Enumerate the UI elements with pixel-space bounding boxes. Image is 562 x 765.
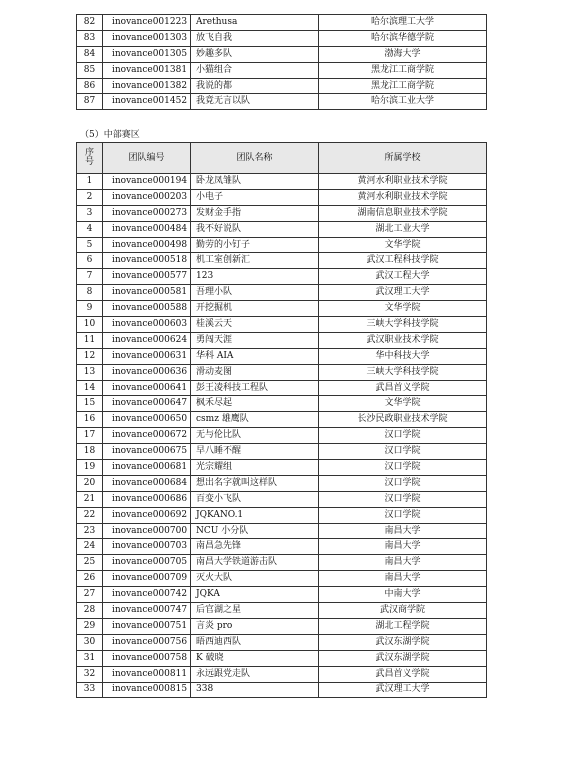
serial-number-cell: 86 (77, 78, 103, 94)
table-row (77, 666, 487, 682)
table-row (77, 523, 487, 539)
school-cell: 湖南信息职业技术学院 (319, 205, 487, 221)
table-row (77, 237, 487, 253)
serial-number-cell: 28 (77, 603, 103, 619)
team-name-cell: 无与伦比队 (191, 428, 319, 444)
school-cell: 武汉理工大学 (319, 285, 487, 301)
team-name-cell: 妙趣多队 (191, 46, 319, 62)
school-cell: 中南大学 (319, 587, 487, 603)
table-row (77, 444, 487, 460)
table-row (77, 571, 487, 587)
serial-number-cell: 4 (77, 221, 103, 237)
section-heading-central-region: （5）中部赛区 (80, 130, 140, 140)
team-id-cell: inovance000641 (103, 380, 191, 396)
serial-number-cell: 14 (77, 380, 103, 396)
team-id-cell: inovance000709 (103, 571, 191, 587)
team-name-cell: 放飞自我 (191, 30, 319, 46)
table-header-row (77, 143, 487, 174)
central-region-team-table (76, 142, 487, 698)
team-id-cell: inovance000751 (103, 618, 191, 634)
team-table-continued (76, 14, 487, 110)
team-id-cell: inovance001303 (103, 30, 191, 46)
serial-number-cell: 10 (77, 317, 103, 333)
team-name-cell: 小猫组合 (191, 62, 319, 78)
serial-number-cell: 3 (77, 205, 103, 221)
team-id-cell: inovance000603 (103, 317, 191, 333)
serial-number-cell: 7 (77, 269, 103, 285)
school-cell: 南昌大学 (319, 523, 487, 539)
table-row (77, 221, 487, 237)
table-row (77, 460, 487, 476)
table-row (77, 317, 487, 333)
team-id-cell: inovance000681 (103, 460, 191, 476)
serial-number-cell: 9 (77, 301, 103, 317)
serial-number-cell: 21 (77, 491, 103, 507)
team-id-cell: inovance000692 (103, 507, 191, 523)
team-name-cell: 枫禾尽起 (191, 396, 319, 412)
team-name-cell: 光宗耀组 (191, 460, 319, 476)
team-name-cell: 338 (191, 682, 319, 698)
team-name-cell: 我竟无言以队 (191, 94, 319, 110)
team-id-cell: inovance000703 (103, 539, 191, 555)
table-row (77, 618, 487, 634)
team-id-cell: inovance000684 (103, 475, 191, 491)
school-cell: 华中科技大学 (319, 348, 487, 364)
school-cell: 三峡大学科技学院 (319, 364, 487, 380)
team-name-cell: 滑动麦图 (191, 364, 319, 380)
table-row (77, 301, 487, 317)
team-name-cell: 小电子 (191, 189, 319, 205)
team-name-cell: 想出名字就叫这样队 (191, 475, 319, 491)
school-cell: 武汉职业技术学院 (319, 332, 487, 348)
table-row (77, 412, 487, 428)
school-cell: 哈尔滨华德学院 (319, 30, 487, 46)
table-row (77, 30, 487, 46)
school-cell: 汉口学院 (319, 428, 487, 444)
table-row (77, 507, 487, 523)
table-row (77, 555, 487, 571)
table-row (77, 269, 487, 285)
table-row (77, 491, 487, 507)
header-school: 所属学校 (319, 143, 487, 174)
school-cell: 文华学院 (319, 396, 487, 412)
team-name-cell: 勇闯天涯 (191, 332, 319, 348)
table-row (77, 205, 487, 221)
table-row (77, 539, 487, 555)
team-id-cell: inovance000675 (103, 444, 191, 460)
team-id-cell: inovance000756 (103, 634, 191, 650)
team-id-cell: inovance000203 (103, 189, 191, 205)
team-id-cell: inovance001382 (103, 78, 191, 94)
school-cell: 南昌大学 (319, 571, 487, 587)
serial-number-cell: 22 (77, 507, 103, 523)
school-cell: 武汉理工大学 (319, 682, 487, 698)
header-team-name: 团队名称 (191, 143, 319, 174)
team-name-cell: 勤劳的小钉子 (191, 237, 319, 253)
table-row (77, 682, 487, 698)
serial-number-cell: 31 (77, 650, 103, 666)
team-id-cell: inovance000647 (103, 396, 191, 412)
serial-number-cell: 15 (77, 396, 103, 412)
serial-number-cell: 32 (77, 666, 103, 682)
table-row (77, 380, 487, 396)
serial-number-cell: 85 (77, 62, 103, 78)
serial-number-cell: 23 (77, 523, 103, 539)
table-row (77, 634, 487, 650)
serial-number-cell: 12 (77, 348, 103, 364)
serial-number-cell: 33 (77, 682, 103, 698)
team-id-cell: inovance000624 (103, 332, 191, 348)
table-row (77, 189, 487, 205)
table-row (77, 332, 487, 348)
team-id-cell: inovance000747 (103, 603, 191, 619)
team-name-cell: 南昌大学铁道游击队 (191, 555, 319, 571)
team-name-cell: 晤西迪西队 (191, 634, 319, 650)
table-row (77, 603, 487, 619)
team-name-cell: 灭火大队 (191, 571, 319, 587)
serial-number-cell: 18 (77, 444, 103, 460)
serial-number-cell: 82 (77, 15, 103, 31)
serial-number-cell: 8 (77, 285, 103, 301)
school-cell: 武汉工程大学 (319, 269, 487, 285)
team-id-cell: inovance000672 (103, 428, 191, 444)
central-region-team-table-body (77, 174, 487, 698)
serial-number-cell: 17 (77, 428, 103, 444)
serial-number-cell: 19 (77, 460, 103, 476)
header-team-id: 团队编号 (103, 143, 191, 174)
serial-number-cell: 29 (77, 618, 103, 634)
school-cell: 南昌大学 (319, 539, 487, 555)
table-row (77, 285, 487, 301)
team-name-cell: 机工室创新汇 (191, 253, 319, 269)
team-name-cell: 桂溪云天 (191, 317, 319, 333)
team-id-cell: inovance000581 (103, 285, 191, 301)
school-cell: 汉口学院 (319, 507, 487, 523)
table-row (77, 587, 487, 603)
serial-number-cell: 83 (77, 30, 103, 46)
table-row (77, 46, 487, 62)
table-row (77, 348, 487, 364)
school-cell: 黑龙江工商学院 (319, 78, 487, 94)
team-id-cell: inovance000273 (103, 205, 191, 221)
table-row (77, 475, 487, 491)
table-row (77, 94, 487, 110)
school-cell: 三峡大学科技学院 (319, 317, 487, 333)
team-id-cell: inovance000650 (103, 412, 191, 428)
team-name-cell: JQKANO.1 (191, 507, 319, 523)
table-row (77, 428, 487, 444)
team-id-cell: inovance000484 (103, 221, 191, 237)
team-id-cell: inovance001381 (103, 62, 191, 78)
school-cell: 汉口学院 (319, 460, 487, 476)
serial-number-cell: 87 (77, 94, 103, 110)
school-cell: 汉口学院 (319, 475, 487, 491)
header-serial-number: 序号 (77, 143, 103, 174)
serial-number-cell: 26 (77, 571, 103, 587)
team-id-cell: inovance000705 (103, 555, 191, 571)
school-cell: 湖北工业大学 (319, 221, 487, 237)
serial-number-cell: 2 (77, 189, 103, 205)
team-id-cell: inovance000636 (103, 364, 191, 380)
team-id-cell: inovance000758 (103, 650, 191, 666)
serial-number-cell: 6 (77, 253, 103, 269)
school-cell: 武汉东湖学院 (319, 634, 487, 650)
school-cell: 武汉商学院 (319, 603, 487, 619)
team-id-cell: inovance000742 (103, 587, 191, 603)
table-row (77, 396, 487, 412)
team-id-cell: inovance000811 (103, 666, 191, 682)
school-cell: 武昌首义学院 (319, 666, 487, 682)
school-cell: 汉口学院 (319, 444, 487, 460)
serial-number-cell: 24 (77, 539, 103, 555)
team-name-cell: 开挖掘机 (191, 301, 319, 317)
team-id-cell: inovance000686 (103, 491, 191, 507)
team-id-cell: inovance000588 (103, 301, 191, 317)
team-name-cell: JQKA (191, 587, 319, 603)
table-row (77, 62, 487, 78)
team-id-cell: inovance001223 (103, 15, 191, 31)
school-cell: 黄河水利职业技术学院 (319, 189, 487, 205)
team-id-cell: inovance001305 (103, 46, 191, 62)
team-name-cell: Arethusa (191, 15, 319, 31)
team-name-cell: csmz 雄鹰队 (191, 412, 319, 428)
team-id-cell: inovance000518 (103, 253, 191, 269)
school-cell: 武昌首义学院 (319, 380, 487, 396)
team-id-cell: inovance000815 (103, 682, 191, 698)
table-row (77, 174, 487, 190)
serial-number-cell: 30 (77, 634, 103, 650)
team-name-cell: 南昌急先锋 (191, 539, 319, 555)
team-name-cell: K 破晓 (191, 650, 319, 666)
serial-number-cell: 16 (77, 412, 103, 428)
serial-number-cell: 13 (77, 364, 103, 380)
serial-number-cell: 27 (77, 587, 103, 603)
serial-number-cell: 84 (77, 46, 103, 62)
team-id-cell: inovance000577 (103, 269, 191, 285)
team-name-cell: 永远跟党走队 (191, 666, 319, 682)
serial-number-cell: 5 (77, 237, 103, 253)
team-name-cell: 言炎 pro (191, 618, 319, 634)
team-name-cell: 百变小飞队 (191, 491, 319, 507)
team-table-continued-body (77, 15, 487, 110)
school-cell: 黄河水利职业技术学院 (319, 174, 487, 190)
serial-number-cell: 20 (77, 475, 103, 491)
school-cell: 渤海大学 (319, 46, 487, 62)
team-id-cell: inovance000194 (103, 174, 191, 190)
school-cell: 武汉东湖学院 (319, 650, 487, 666)
table-row (77, 78, 487, 94)
team-name-cell: 后官湖之星 (191, 603, 319, 619)
school-cell: 文华学院 (319, 237, 487, 253)
table-row (77, 650, 487, 666)
table-row (77, 253, 487, 269)
school-cell: 武汉工程科技学院 (319, 253, 487, 269)
serial-number-cell: 11 (77, 332, 103, 348)
team-name-cell: 123 (191, 269, 319, 285)
serial-number-cell: 25 (77, 555, 103, 571)
school-cell: 汉口学院 (319, 491, 487, 507)
school-cell: 哈尔滨理工大学 (319, 15, 487, 31)
team-id-cell: inovance000631 (103, 348, 191, 364)
team-name-cell: 发财金手指 (191, 205, 319, 221)
team-id-cell: inovance000700 (103, 523, 191, 539)
school-cell: 南昌大学 (319, 555, 487, 571)
school-cell: 哈尔滨工业大学 (319, 94, 487, 110)
school-cell: 长沙民政职业技术学院 (319, 412, 487, 428)
team-name-cell: 早八睡不醒 (191, 444, 319, 460)
team-id-cell: inovance001452 (103, 94, 191, 110)
table-row (77, 364, 487, 380)
serial-number-cell: 1 (77, 174, 103, 190)
school-cell: 文华学院 (319, 301, 487, 317)
team-name-cell: 我不好说队 (191, 221, 319, 237)
table-row (77, 15, 487, 31)
school-cell: 黑龙江工商学院 (319, 62, 487, 78)
team-name-cell: 我说的都 (191, 78, 319, 94)
team-name-cell: 吾理小队 (191, 285, 319, 301)
team-id-cell: inovance000498 (103, 237, 191, 253)
team-name-cell: NCU 小分队 (191, 523, 319, 539)
team-name-cell: 华科 AIA (191, 348, 319, 364)
team-name-cell: 彭王凌科技工程队 (191, 380, 319, 396)
school-cell: 湖北工程学院 (319, 618, 487, 634)
team-name-cell: 卧龙凤雏队 (191, 174, 319, 190)
